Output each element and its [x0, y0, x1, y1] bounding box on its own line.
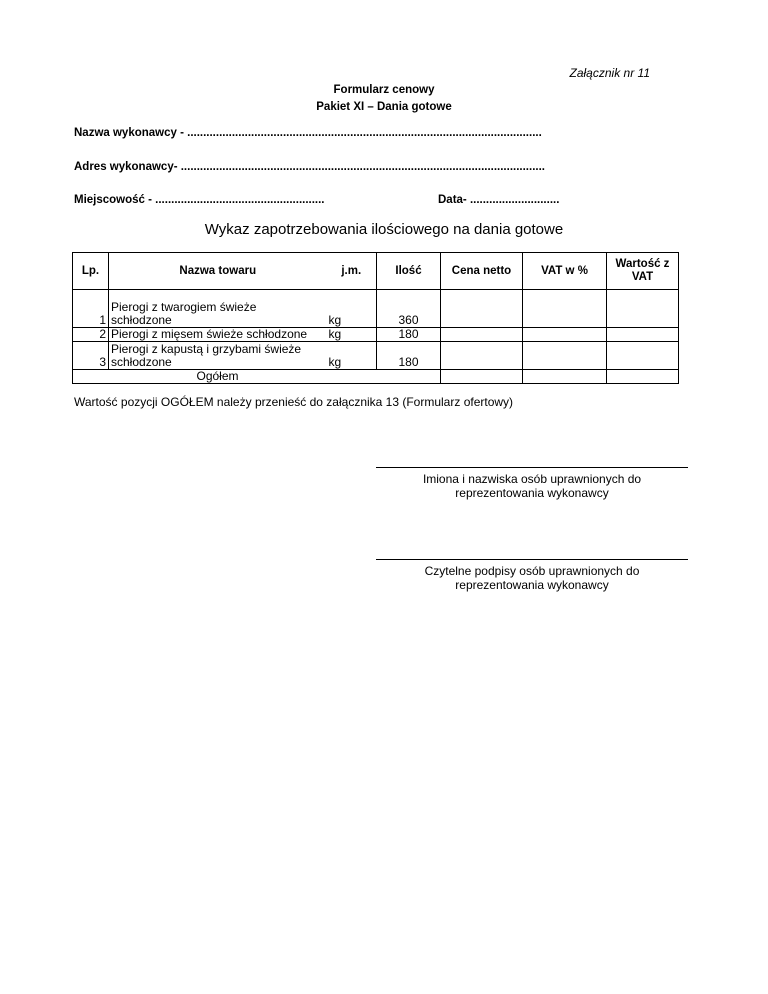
row-unit: kg [327, 328, 377, 342]
list-heading: Wykaz zapotrzebowania ilościowego na dania gotowe [204, 221, 564, 238]
row-vat-cell [523, 290, 607, 328]
row-product-name: Pierogi z kapustą i grzybami świeże schłodzone [109, 342, 327, 370]
header-unit: j.m. [327, 253, 377, 290]
signatures-caption-line1: Czytelne podpisy osób uprawnionych do [424, 564, 640, 578]
table-row [73, 328, 679, 342]
names-caption-line1: Imiona i nazwiska osób uprawnionych do [422, 472, 642, 486]
row-unit: kg [327, 290, 377, 328]
row-lp: 3 [73, 342, 109, 370]
names-caption-line2: reprezentowania wykonawcy [455, 486, 609, 500]
names-signature-line [376, 467, 688, 500]
header-gross-value: Wartość z VAT [607, 253, 679, 290]
row-product-name: Pierogi z twarogiem świeże schłodzone [109, 290, 327, 328]
row-net-price-cell [441, 290, 523, 328]
form-title: Formularz cenowy [333, 84, 435, 96]
row-gross-value-cell [607, 342, 679, 370]
table-row [73, 290, 679, 328]
row-vat-cell [523, 342, 607, 370]
header-vat: VAT w % [523, 253, 607, 290]
table-header-row [73, 253, 679, 290]
annex-number: Załącznik nr 11 [569, 66, 650, 80]
row-net-price-cell [441, 328, 523, 342]
header-lp: Lp. [73, 253, 109, 290]
form-title-block [0, 82, 768, 116]
package-title: Pakiet XI – Dania gotowe [316, 101, 452, 113]
price-table [72, 252, 679, 384]
row-unit: kg [327, 342, 377, 370]
row-product-name: Pierogi z mięsem świeże schłodzone [109, 328, 327, 342]
total-net-cell [441, 370, 523, 384]
row-quantity: 360 [377, 290, 441, 328]
row-gross-value-cell [607, 328, 679, 342]
header-product-name: Nazwa towaru [109, 253, 327, 290]
contractor-name-field: Nazwa wykonawcy - ............................................................................................................... [74, 127, 542, 139]
row-vat-cell [523, 328, 607, 342]
contractor-address-field: Adres wykonawcy- .................................................................................................................. [74, 161, 545, 173]
place-field: Miejscowość - ..................................................... [74, 194, 325, 206]
row-net-price-cell [441, 342, 523, 370]
signatures-caption-line2: reprezentowania wykonawcy [455, 578, 609, 592]
row-lp: 2 [73, 328, 109, 342]
date-field: Data- ............................ [438, 194, 560, 206]
total-gross-cell [607, 370, 679, 384]
row-gross-value-cell [607, 290, 679, 328]
table-row [73, 342, 679, 370]
total-vat-cell [523, 370, 607, 384]
transfer-note: Wartość pozycji OGÓŁEM należy przenieść do załącznika 13 (Formularz ofertowy) [74, 395, 514, 409]
total-label: Ogółem [109, 370, 327, 384]
row-quantity: 180 [377, 342, 441, 370]
header-quantity: Ilość [377, 253, 441, 290]
table-total-row [73, 370, 679, 384]
header-net-price: Cena netto [441, 253, 523, 290]
row-lp: 1 [73, 290, 109, 328]
signatures-line [376, 559, 688, 592]
row-quantity: 180 [377, 328, 441, 342]
